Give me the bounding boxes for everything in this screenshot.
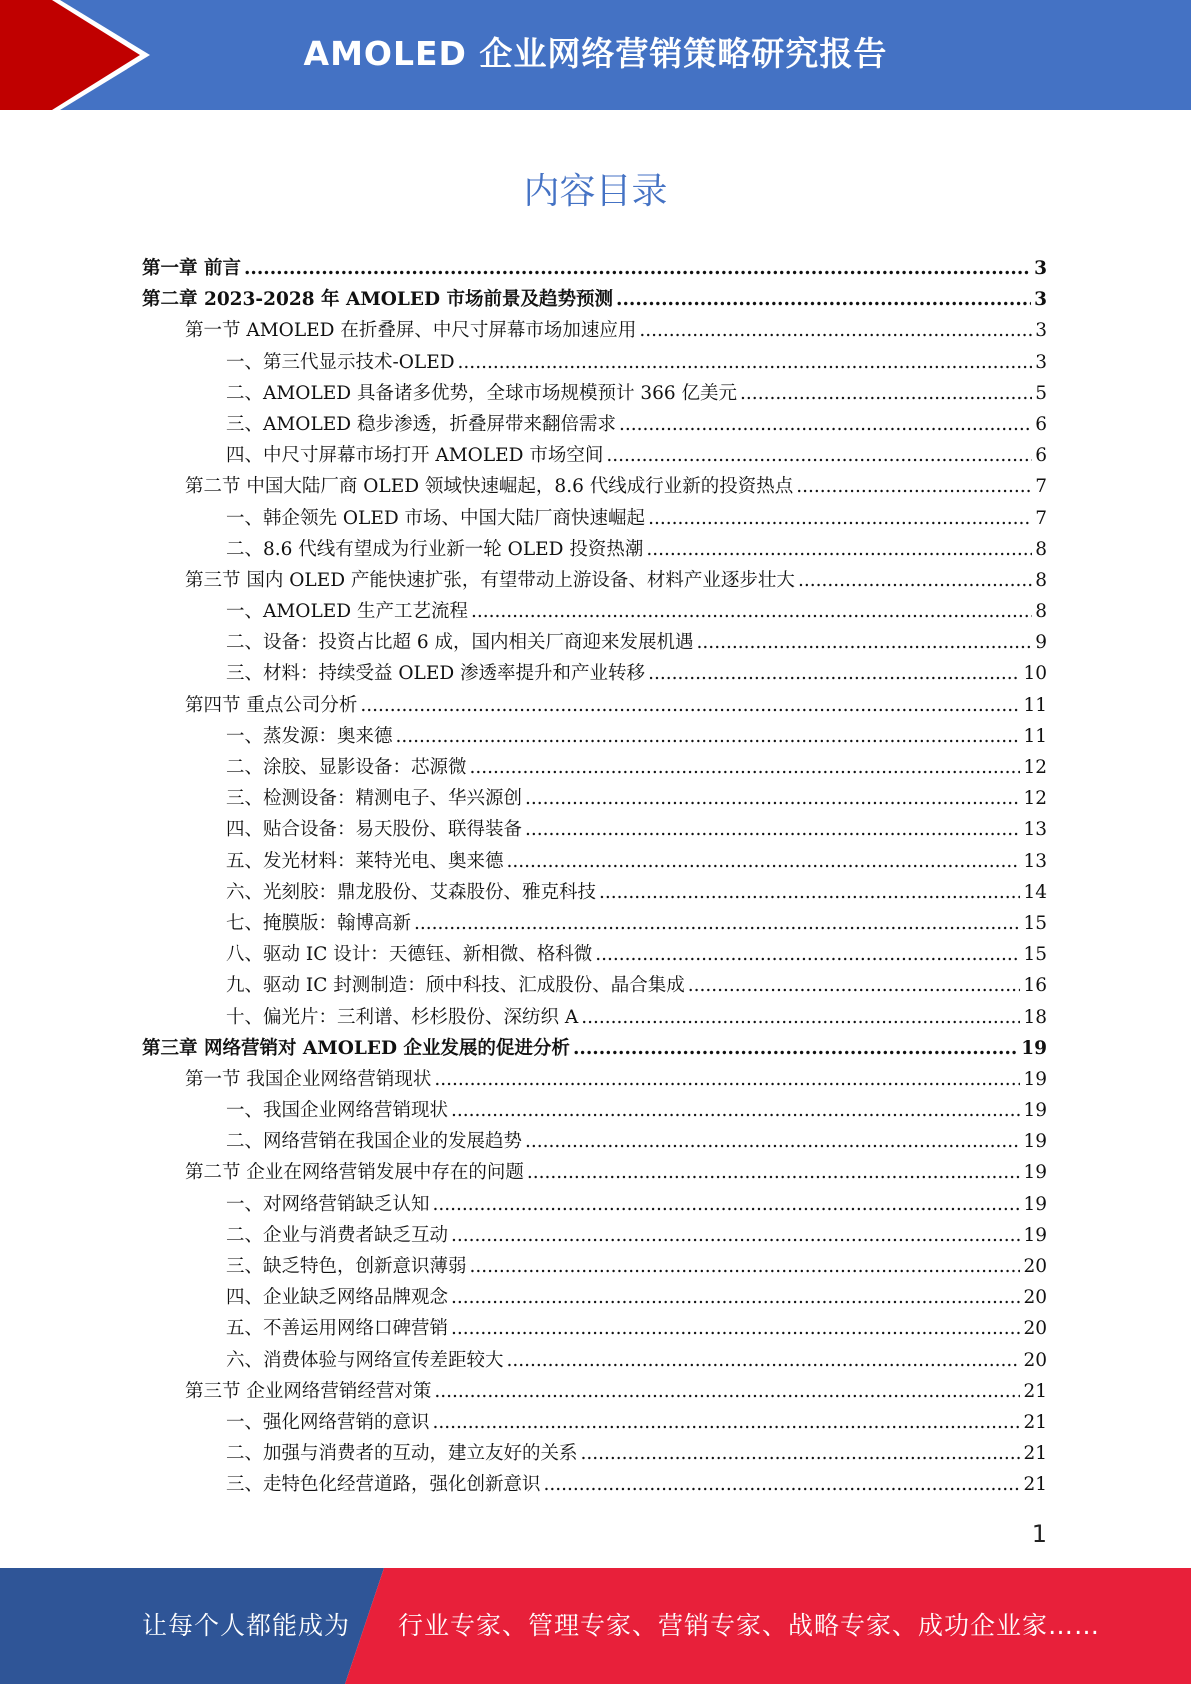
- toc-entry-page: 21: [1023, 1411, 1047, 1433]
- toc-dot-leader: [507, 846, 1021, 877]
- toc-entry[interactable]: [142, 1407, 1047, 1438]
- toc-entry-title: 四、中尺寸屏幕市场打开 AMOLED 市场空间: [226, 445, 604, 467]
- toc-dot-leader: [527, 1157, 1021, 1188]
- toc-entry[interactable]: [142, 814, 1047, 845]
- toc-entry-title: 第一节 我国企业网络营销现状: [185, 1068, 432, 1090]
- toc-dot-leader: [595, 939, 1020, 970]
- toc-entry-page: 19: [1023, 1068, 1047, 1090]
- toc-entry[interactable]: [142, 627, 1047, 658]
- toc-entry-title: 三、走特色化经营道路，强化创新意识: [226, 1474, 541, 1496]
- toc-entry[interactable]: [142, 1157, 1047, 1188]
- toc-entry[interactable]: [142, 658, 1047, 689]
- toc-dot-leader: [525, 783, 1020, 814]
- toc-entry-page: 18: [1023, 1006, 1047, 1028]
- toc-dot-leader: [697, 627, 1033, 658]
- toc-dot-leader: [451, 1220, 1020, 1251]
- toc-entry-title: 第三章 网络营销对 AMOLED 企业发展的促进分析: [142, 1037, 570, 1059]
- toc-entry-title: 八、驱动 IC 设计：天德钰、新相微、格科微: [226, 944, 593, 966]
- toc-entry-page: 15: [1023, 912, 1047, 934]
- toc-entry-page: 19: [1023, 1224, 1047, 1246]
- toc-entry-page: 14: [1023, 881, 1047, 903]
- footer-slogan-right: 行业专家、管理专家、营销专家、战略专家、成功企业家……: [398, 1611, 1101, 1640]
- toc-entry-page: 19: [1023, 1100, 1047, 1122]
- toc-entry-title: 六、光刻胶：鼎龙股份、艾森股份、雅克科技: [226, 881, 597, 903]
- toc-entry[interactable]: [142, 908, 1047, 939]
- toc-dot-leader: [470, 752, 1021, 783]
- toc-entry-page: 10: [1023, 663, 1047, 685]
- toc-entry[interactable]: [142, 752, 1047, 783]
- toc-entry[interactable]: [142, 378, 1047, 409]
- page-footer: [0, 1568, 1191, 1684]
- toc-dot-leader: [360, 690, 1020, 721]
- toc-dot-leader: [796, 471, 1032, 502]
- toc-entry-page: 8: [1035, 601, 1047, 623]
- toc-entry-title: 三、缺乏特色，创新意识薄弱: [226, 1256, 467, 1277]
- toc-entry-title: 二、涂胶、显影设备：芯源微: [226, 757, 467, 778]
- toc-entry[interactable]: [142, 1095, 1047, 1126]
- toc-dot-leader: [451, 1095, 1020, 1126]
- toc-entry-title: 一、蒸发源：奥来德: [226, 725, 393, 747]
- toc-entry-page: 19: [1023, 1131, 1047, 1153]
- toc-dot-leader: [606, 440, 1032, 471]
- toc-entry-page: 20: [1023, 1318, 1047, 1340]
- toc-dot-leader: [648, 503, 1032, 534]
- toc-entry[interactable]: [142, 1313, 1047, 1344]
- table-of-contents: [142, 253, 1047, 1501]
- toc-entry-title: 第一章 前言: [142, 258, 241, 279]
- toc-entry[interactable]: [142, 534, 1047, 565]
- toc-entry[interactable]: [142, 440, 1047, 471]
- toc-dot-leader: [616, 284, 1031, 315]
- toc-entry-page: 3: [1035, 351, 1047, 373]
- toc-dot-leader: [451, 1313, 1020, 1344]
- toc-entry-page: 20: [1023, 1287, 1047, 1309]
- toc-entry[interactable]: [142, 1064, 1047, 1095]
- toc-entry[interactable]: [142, 1002, 1047, 1033]
- toc-entry[interactable]: [142, 783, 1047, 814]
- toc-dot-leader: [581, 1002, 1020, 1033]
- toc-entry-title: 第二节 中国大陆厂商 OLED 领域快速崛起，8.6 代线成行业新的投资热点: [185, 476, 794, 498]
- toc-dot-leader: [458, 347, 1033, 378]
- toc-entry-title: 十、偏光片：三利谱、杉杉股份、深纺织 A: [226, 1006, 579, 1028]
- toc-entry[interactable]: [142, 1220, 1047, 1251]
- toc-entry[interactable]: [142, 596, 1047, 627]
- toc-dot-leader: [471, 596, 1032, 627]
- toc-entry-page: 21: [1023, 1474, 1047, 1496]
- toc-entry-title: 三、AMOLED 稳步渗透，折叠屏带来翻倍需求: [226, 413, 616, 435]
- toc-entry-page: 3: [1035, 320, 1047, 342]
- toc-entry-page: 13: [1023, 819, 1047, 841]
- toc-entry-page: 19: [1023, 1193, 1047, 1215]
- toc-entry-title: 一、第三代显示技术-OLED: [226, 351, 455, 373]
- toc-entry-page: 20: [1023, 1256, 1047, 1277]
- toc-entry-page: 16: [1023, 975, 1047, 997]
- toc-heading: 内容目录: [523, 171, 668, 212]
- toc-entry-title: 二、设备：投资占比超 6 成，国内相关厂商迎来发展机遇: [226, 632, 694, 654]
- toc-entry-title: 九、驱动 IC 封测制造：颀中科技、汇成股份、晶合集成: [226, 975, 685, 997]
- toc-dot-leader: [581, 1438, 1021, 1469]
- toc-entry-page: 11: [1023, 694, 1047, 716]
- toc-dot-leader: [525, 1126, 1020, 1157]
- toc-entry[interactable]: [142, 1282, 1047, 1313]
- toc-dot-leader: [544, 1469, 1021, 1500]
- toc-entry[interactable]: [142, 347, 1047, 378]
- toc-dot-leader: [434, 1064, 1020, 1095]
- toc-dot-leader: [573, 1033, 1018, 1064]
- toc-entry-page: 9: [1035, 632, 1047, 654]
- toc-entry-page: 3: [1034, 289, 1047, 311]
- toc-entry-title: 一、对网络营销缺乏认知: [226, 1193, 430, 1215]
- toc-entry-page: 8: [1035, 569, 1047, 591]
- toc-entry-page: 6: [1035, 413, 1047, 435]
- toc-entry-title: 一、韩企领先 OLED 市场、中国大陆厂商快速崛起: [226, 507, 646, 529]
- toc-entry-title: 四、贴合设备：易天股份、联得装备: [226, 819, 523, 841]
- toc-entry-title: 二、网络营销在我国企业的发展趋势: [226, 1131, 523, 1153]
- toc-entry[interactable]: [142, 471, 1047, 502]
- toc-entry-title: 一、AMOLED 生产工艺流程: [226, 601, 468, 623]
- toc-dot-leader: [688, 970, 1021, 1001]
- toc-entry-page: 21: [1023, 1380, 1047, 1402]
- toc-entry-title: 五、发光材料：莱特光电、奥来德: [226, 850, 504, 872]
- toc-entry-title: 第二章 2023-2028 年 AMOLED 市场前景及趋势预测: [142, 289, 614, 311]
- toc-entry-title: 第一节 AMOLED 在折叠屏、中尺寸屏幕市场加速应用: [185, 320, 637, 342]
- toc-entry-title: 二、企业与消费者缺乏互动: [226, 1224, 449, 1246]
- toc-entry[interactable]: [142, 315, 1047, 346]
- toc-entry-title: 二、AMOLED 具备诸多优势，全球市场规模预计 366 亿美元: [226, 382, 738, 404]
- toc-dot-leader: [740, 378, 1032, 409]
- toc-entry-title: 七、掩膜版：翰博高新: [226, 912, 412, 934]
- toc-entry-page: 5: [1035, 382, 1047, 404]
- toc-dot-leader: [451, 1282, 1020, 1313]
- toc-entry-title: 三、检测设备：精测电子、华兴源创: [226, 788, 523, 810]
- toc-entry-title: 一、强化网络营销的意识: [226, 1411, 430, 1433]
- toc-dot-leader: [434, 1376, 1020, 1407]
- toc-dot-leader: [470, 1251, 1021, 1282]
- toc-dot-leader: [639, 315, 1032, 346]
- toc-entry[interactable]: [142, 565, 1047, 596]
- toc-entry-title: 四、企业缺乏网络品牌观念: [226, 1287, 449, 1309]
- footer-slogan-left: 让每个人都能成为: [142, 1611, 351, 1640]
- toc-dot-leader: [414, 908, 1020, 939]
- toc-entry[interactable]: [142, 1251, 1047, 1282]
- toc-dot-leader: [599, 877, 1020, 908]
- toc-dot-leader: [648, 658, 1020, 689]
- toc-entry-title: 三、材料：持续受益 OLED 渗透率提升和产业转移: [226, 663, 646, 685]
- toc-entry-page: 15: [1023, 944, 1047, 966]
- toc-dot-leader: [507, 1345, 1021, 1376]
- toc-entry-title: 第三节 国内 OLED 产能快速扩张，有望带动上游设备、材料产业逐步壮大: [185, 569, 795, 591]
- toc-entry-page: 20: [1023, 1349, 1047, 1371]
- toc-entry-page: 12: [1023, 757, 1047, 778]
- toc-dot-leader: [433, 1407, 1021, 1438]
- toc-entry[interactable]: [142, 1033, 1047, 1064]
- toc-entry-title: 二、8.6 代线有望成为行业新一轮 OLED 投资热潮: [226, 538, 644, 560]
- toc-dot-leader: [244, 253, 1031, 284]
- page-number: 1: [1031, 1520, 1047, 1548]
- toc-entry-page: 3: [1034, 258, 1047, 279]
- toc-entry[interactable]: [142, 1126, 1047, 1157]
- toc-entry-page: 7: [1035, 476, 1047, 498]
- page-header: [0, 0, 1191, 110]
- toc-entry[interactable]: [142, 1438, 1047, 1469]
- toc-entry[interactable]: [142, 1469, 1047, 1500]
- toc-entry-page: 7: [1035, 507, 1047, 529]
- toc-entry[interactable]: [142, 939, 1047, 970]
- toc-entry[interactable]: [142, 503, 1047, 534]
- toc-dot-leader: [433, 1189, 1021, 1220]
- toc-entry-page: 8: [1035, 538, 1047, 560]
- toc-entry-title: 二、加强与消费者的互动，建立友好的关系: [226, 1443, 578, 1465]
- toc-dot-leader: [798, 565, 1032, 596]
- toc-entry[interactable]: [142, 721, 1047, 752]
- toc-entry[interactable]: [142, 970, 1047, 1001]
- toc-entry[interactable]: [142, 690, 1047, 721]
- report-title: AMOLED 企业网络营销策略研究报告: [303, 34, 888, 73]
- toc-entry-title: 第四节 重点公司分析: [185, 694, 358, 716]
- toc-entry[interactable]: [142, 846, 1047, 877]
- toc-entry-title: 第二节 企业在网络营销发展中存在的问题: [185, 1162, 524, 1184]
- toc-entry-page: 6: [1035, 445, 1047, 467]
- toc-entry-title: 六、消费体验与网络宣传差距较大: [226, 1349, 504, 1371]
- toc-entry[interactable]: [142, 877, 1047, 908]
- toc-entry[interactable]: [142, 1376, 1047, 1407]
- toc-dot-leader: [619, 409, 1032, 440]
- toc-dot-leader: [396, 721, 1021, 752]
- toc-entry[interactable]: [142, 253, 1047, 284]
- toc-dot-leader: [525, 814, 1020, 845]
- toc-entry-page: 19: [1021, 1037, 1047, 1059]
- toc-entry[interactable]: [142, 409, 1047, 440]
- toc-entry[interactable]: [142, 284, 1047, 315]
- toc-entry-title: 五、不善运用网络口碑营销: [226, 1318, 449, 1340]
- toc-entry[interactable]: [142, 1345, 1047, 1376]
- toc-entry-page: 21: [1023, 1443, 1047, 1465]
- toc-entry-page: 11: [1023, 725, 1047, 747]
- toc-entry-title: 一、我国企业网络营销现状: [226, 1100, 449, 1122]
- toc-entry-page: 13: [1023, 850, 1047, 872]
- toc-entry[interactable]: [142, 1189, 1047, 1220]
- toc-entry-title: 第三节 企业网络营销经营对策: [185, 1380, 432, 1402]
- toc-dot-leader: [646, 534, 1032, 565]
- toc-entry-page: 19: [1023, 1162, 1047, 1184]
- toc-entry-page: 12: [1023, 788, 1047, 810]
